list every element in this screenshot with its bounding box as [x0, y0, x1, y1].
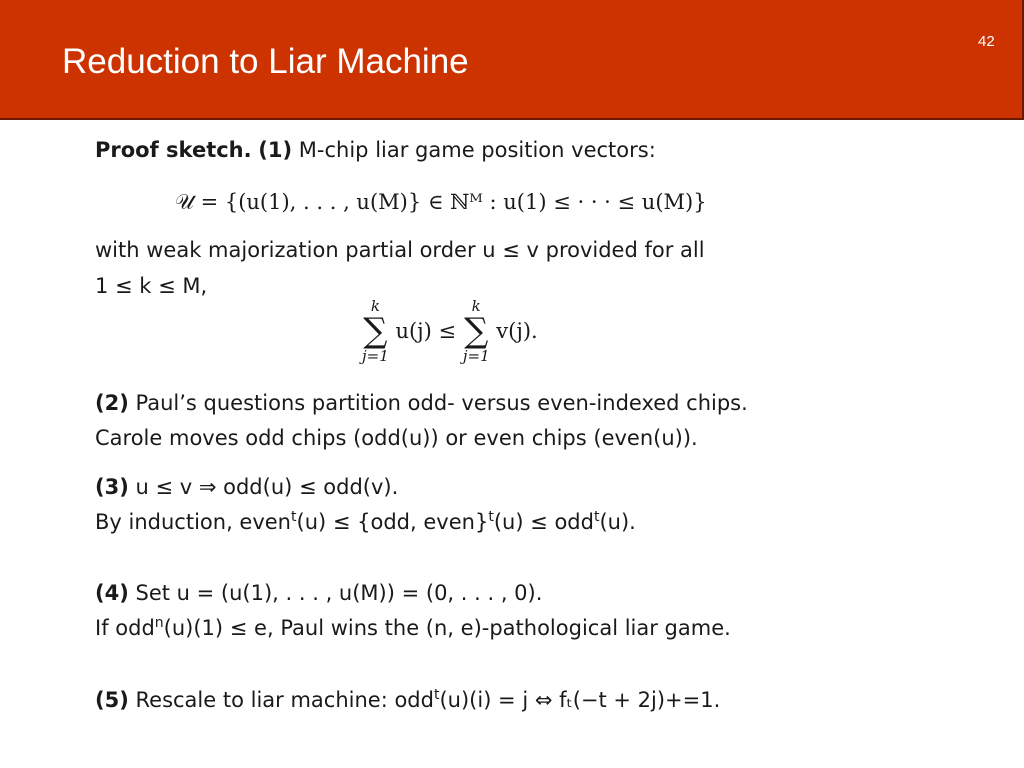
rescale-text-a: Rescale to liar machine: odd	[135, 688, 434, 712]
step-1-number: (1)	[258, 138, 293, 162]
step-2-line-1	[95, 391, 748, 415]
sum-right-lower: j=1	[462, 347, 490, 365]
pathological-text-b: (u)(1) ≤ e, Paul wins the (n, e)-pathological liar game.	[163, 616, 731, 640]
superscript-t: t	[433, 687, 440, 703]
sum-left-operator	[362, 298, 389, 364]
page-number: 42	[978, 33, 995, 50]
range-line: 1 ≤ k ≤ M,	[95, 274, 208, 298]
step-4-text: Set u = (u(1), . . . , u(M)) = (0, . . . , 0).	[135, 581, 543, 605]
sum-left-lower: j=1	[362, 347, 389, 365]
step-5-line	[95, 688, 720, 712]
induction-text-d: (u).	[599, 510, 636, 534]
step-4-number: (4)	[95, 581, 129, 605]
step-2-text: Paul’s questions partition odd- versus even-indexed chips.	[135, 391, 748, 415]
induction-text-c: (u) ≤ odd	[493, 510, 594, 534]
superscript-t: t	[488, 509, 494, 525]
pathological-text-a: If odd	[95, 616, 155, 640]
step-4-line-2	[95, 616, 731, 640]
superscript-t: t	[593, 509, 600, 525]
rescale-text-b: (u)(i) = j ⇔ fₜ(−t + 2j)+=1.	[439, 688, 721, 712]
step-3-text: u ≤ v ⇒ odd(u) ≤ odd(v).	[135, 475, 399, 499]
step-2-line-2: Carole moves odd chips (odd(u)) or even chips (even(u)).	[95, 426, 698, 450]
step-3-number: (3)	[95, 475, 129, 499]
step-3-line-1	[95, 475, 398, 499]
position-set-equation: 𝒰 = {(u(1), . . . , u(M)} ∈ ℕᴹ : u(1) ≤ · · · ≤ u(M)}	[175, 190, 707, 214]
sigma-symbol: ∑	[464, 311, 489, 351]
sum-right-operator	[463, 298, 490, 364]
sum-left-term: u(j) ≤	[395, 319, 457, 343]
sum-right-term: v(j).	[496, 319, 538, 343]
proof-heading: Proof sketch.	[95, 138, 252, 162]
proof-line-1	[95, 138, 656, 162]
induction-text-a: By induction, even	[95, 510, 291, 534]
superscript-t: t	[291, 509, 297, 525]
induction-text-b: (u) ≤ {odd, even}	[296, 510, 489, 534]
slide-title: Reduction to Liar Machine	[62, 42, 469, 81]
step-2-number: (2)	[95, 391, 129, 415]
sum-left-upper: k	[370, 297, 380, 315]
step-1-text: M-chip liar game position vectors:	[298, 138, 656, 162]
superscript-n: n	[154, 615, 164, 631]
sum-right-upper: k	[471, 297, 481, 315]
step-4-line-1	[95, 581, 542, 605]
sigma-symbol: ∑	[363, 311, 388, 351]
step-3-line-2	[95, 510, 636, 534]
sum-inequality	[362, 298, 538, 364]
step-5-number: (5)	[95, 688, 129, 712]
majorization-line: with weak majorization partial order u ≤ v provided for all	[95, 238, 705, 262]
